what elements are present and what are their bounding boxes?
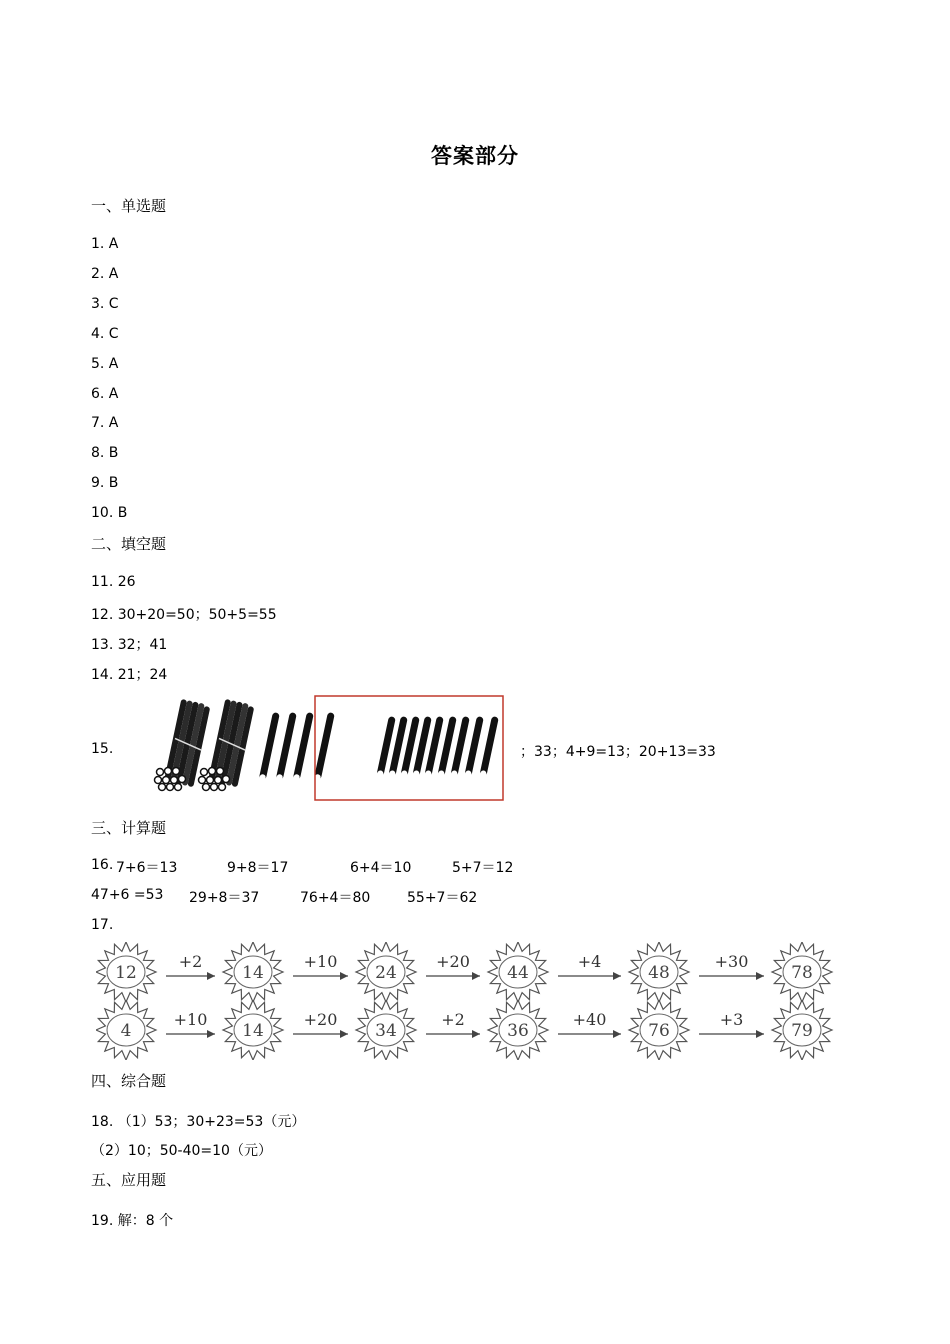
section-heading-single-choice: 一、单选题 bbox=[91, 197, 167, 215]
sun-number-icon bbox=[356, 1000, 416, 1060]
chain-operation: +4 bbox=[577, 952, 602, 971]
answer-1: 1. A bbox=[91, 236, 119, 252]
sun-number-icon bbox=[629, 942, 689, 1002]
chain-operation: +2 bbox=[178, 952, 203, 971]
answer-18-part-2: （2）10；50-40=10（元） bbox=[91, 1143, 272, 1159]
chain-number: 24 bbox=[375, 963, 397, 983]
arrow-head-icon bbox=[613, 1030, 621, 1038]
chain-number: 79 bbox=[791, 1021, 813, 1041]
arrow-head-icon bbox=[756, 972, 764, 980]
sun-number-icon bbox=[356, 942, 416, 1002]
calc-1-4: 5+7＝12 bbox=[452, 860, 514, 876]
single-sticks-icon bbox=[259, 712, 335, 781]
answer-2: 2. A bbox=[91, 266, 119, 282]
chain-number: 14 bbox=[242, 963, 264, 983]
chain-number: 34 bbox=[375, 1021, 397, 1041]
answer-19: 19. 解：8 个 bbox=[91, 1213, 174, 1229]
page-title: 答案部分 bbox=[431, 144, 519, 168]
section-heading-comprehensive: 四、综合题 bbox=[91, 1072, 167, 1090]
calc-1-3: 6+4＝10 bbox=[350, 860, 412, 876]
number-chain-2 bbox=[96, 1000, 836, 1060]
answer-11: 11. 26 bbox=[91, 574, 136, 590]
chain-operation: +10 bbox=[303, 952, 338, 971]
answer-15-number: 15. bbox=[91, 741, 114, 757]
sun-number-icon bbox=[772, 1000, 832, 1060]
arrow-head-icon bbox=[472, 1030, 480, 1038]
chain-number: 14 bbox=[242, 1021, 264, 1041]
answer-16-number: 16. bbox=[91, 857, 114, 873]
answer-14: 14. 21；24 bbox=[91, 667, 168, 683]
chain-operation: +3 bbox=[719, 1010, 744, 1029]
answer-18-part-1: 18. （1）53；30+23=53（元） bbox=[91, 1114, 306, 1130]
calc-2-4: 55+7＝62 bbox=[407, 890, 478, 906]
answer-8: 8. B bbox=[91, 445, 119, 461]
arrow-head-icon bbox=[207, 972, 215, 980]
sun-number-icon bbox=[96, 942, 156, 1002]
chain-number: 4 bbox=[120, 1021, 132, 1041]
number-chain-1 bbox=[96, 942, 836, 1002]
sun-number-icon bbox=[96, 1000, 156, 1060]
section-heading-fill-blank: 二、填空题 bbox=[91, 535, 167, 553]
chain-svg bbox=[96, 1000, 836, 1060]
answer-9: 9. B bbox=[91, 475, 119, 491]
arrow-head-icon bbox=[340, 972, 348, 980]
sun-number-icon bbox=[488, 1000, 548, 1060]
chain-operation: +20 bbox=[436, 952, 470, 971]
answer-17-number: 17. bbox=[91, 917, 114, 933]
section-heading-calculation: 三、计算题 bbox=[91, 819, 167, 837]
answer-4: 4. C bbox=[91, 326, 119, 342]
chain-number: 44 bbox=[507, 963, 529, 983]
sun-number-icon bbox=[223, 942, 283, 1002]
arrow-head-icon bbox=[613, 972, 621, 980]
answer-13: 13. 32；41 bbox=[91, 637, 168, 653]
sun-number-icon bbox=[629, 1000, 689, 1060]
chain-operation: +10 bbox=[173, 1010, 208, 1029]
calc-2-2: 29+8＝37 bbox=[189, 890, 260, 906]
nine-sticks-icon bbox=[376, 716, 499, 777]
chain-operation: +20 bbox=[303, 1010, 338, 1029]
calc-1-2: 9+8＝17 bbox=[227, 860, 289, 876]
section-heading-application: 五、应用题 bbox=[91, 1171, 167, 1189]
answer-10: 10. B bbox=[91, 505, 128, 521]
chain-number: 78 bbox=[791, 963, 813, 983]
chain-operation: +2 bbox=[441, 1010, 465, 1029]
answer-6: 6. A bbox=[91, 386, 119, 402]
chain-number: 12 bbox=[115, 963, 137, 983]
calc-2-1: 47+6 =53 bbox=[91, 887, 164, 903]
sun-number-icon bbox=[488, 942, 548, 1002]
answer-12: 12. 30+20=50；50+5=55 bbox=[91, 607, 277, 623]
counting-sticks-illustration bbox=[150, 692, 510, 804]
answer-3: 3. C bbox=[91, 296, 119, 312]
calc-2-3: 76+4＝80 bbox=[300, 890, 371, 906]
sun-number-icon bbox=[772, 942, 832, 1002]
chain-number: 48 bbox=[648, 963, 670, 983]
chain-number: 36 bbox=[507, 1021, 529, 1041]
arrow-head-icon bbox=[756, 1030, 764, 1038]
chain-operation: +30 bbox=[714, 952, 749, 971]
answer-15-text: ；33；4+9=13；20+13=33 bbox=[520, 744, 716, 760]
chain-svg bbox=[96, 942, 836, 1002]
chain-operation: +40 bbox=[572, 1010, 607, 1029]
calc-1-1: 7+6＝13 bbox=[116, 860, 178, 876]
arrow-head-icon bbox=[340, 1030, 348, 1038]
answer-7: 7. A bbox=[91, 415, 119, 431]
answer-5: 5. A bbox=[91, 356, 119, 372]
arrow-head-icon bbox=[207, 1030, 215, 1038]
arrow-head-icon bbox=[472, 972, 480, 980]
chain-number: 76 bbox=[648, 1021, 670, 1041]
sun-number-icon bbox=[223, 1000, 283, 1060]
